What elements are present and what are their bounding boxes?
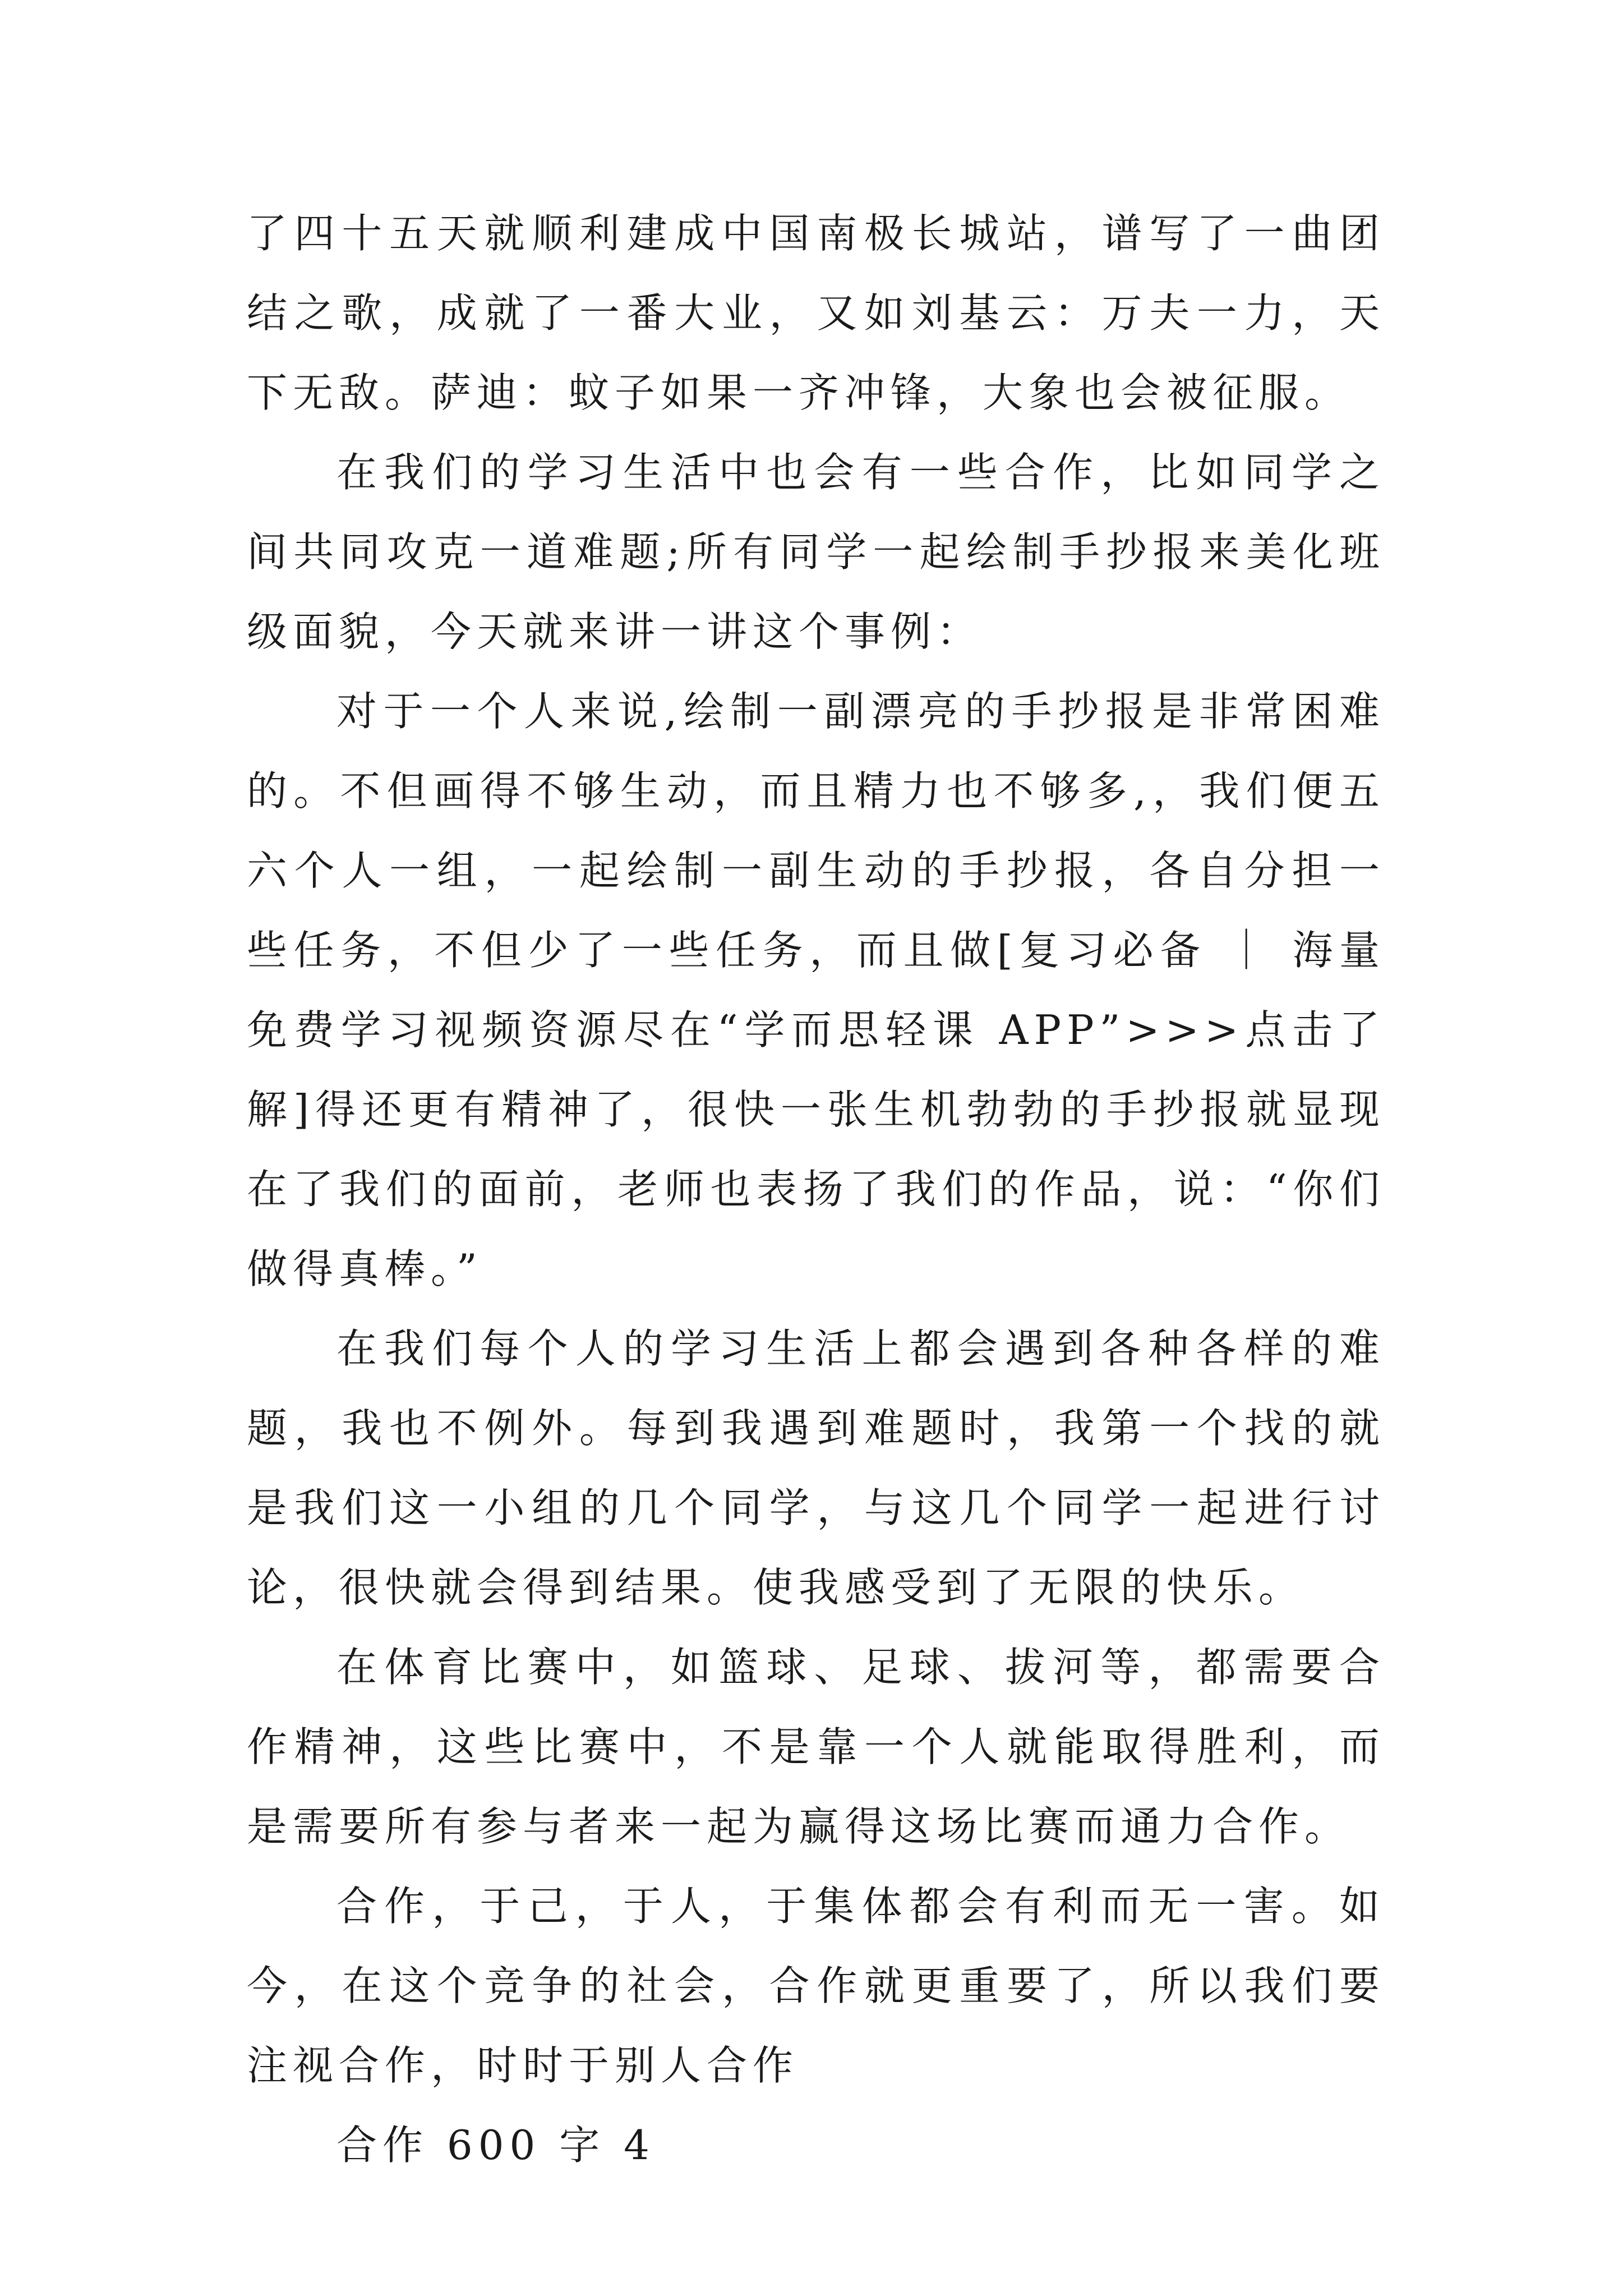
paragraph-continuation: 了四十五天就顺利建成中国南极长城站，谱写了一曲团结之歌，成就了一番大业，又如刘基云：万夫一力，天下无敌。萨迪：蚊子如果一齐冲锋，大象也会被征服。 — [247, 210, 1385, 416]
section-heading: 合作 600 字 4 — [336, 2122, 655, 2169]
document-body — [247, 194, 1385, 2185]
paragraph-difficult-problems: 在我们每个人的学习生活上都会遇到各种各样的难题，我也不例外。每到我遇到难题时，我第一个找的就是我们这一小组的几个同学，与这几个同学一起进行讨论，很快就会得到结果。使我感受到了无限的快乐。 — [247, 1325, 1385, 1611]
paragraph-sports: 在体育比赛中，如篮球、足球、拔河等，都需要合作精神，这些比赛中，不是靠一个人就能取得胜利，而是需要所有参与者来一起为赢得这场比赛而通力合作。 — [247, 1644, 1385, 1850]
paragraph-conclusion: 合作，于己，于人，于集体都会有利而无一害。如今，在这个竞争的社会，合作就更重要了，所以我们要注视合作，时时于别人合作 — [247, 1883, 1385, 2089]
paragraph-handwritten-newspaper: 对于一个人来说,绘制一副漂亮的手抄报是非常困难的。不但画得不够生动，而且精力也不够多,，我们便五六个人一组，一起绘制一副生动的手抄报，各自分担一些任务，不但少了一些任务，而且做[复习必备 ｜ 海量免费学习视频资源尽在“学而思轻课 APP”>>>点击了解]得还更有精神了，很快一张生机勃勃的手抄报就显现在了我们的面前，老师也表扬了我们的作品，说：“你们做得真棒。” — [247, 688, 1385, 1292]
paragraph-study-cooperation: 在我们的学习生活中也会有一些合作，比如同学之间共同攻克一道难题;所有同学一起绘制手抄报来美化班级面貌，今天就来讲一讲这个事例： — [247, 449, 1385, 655]
